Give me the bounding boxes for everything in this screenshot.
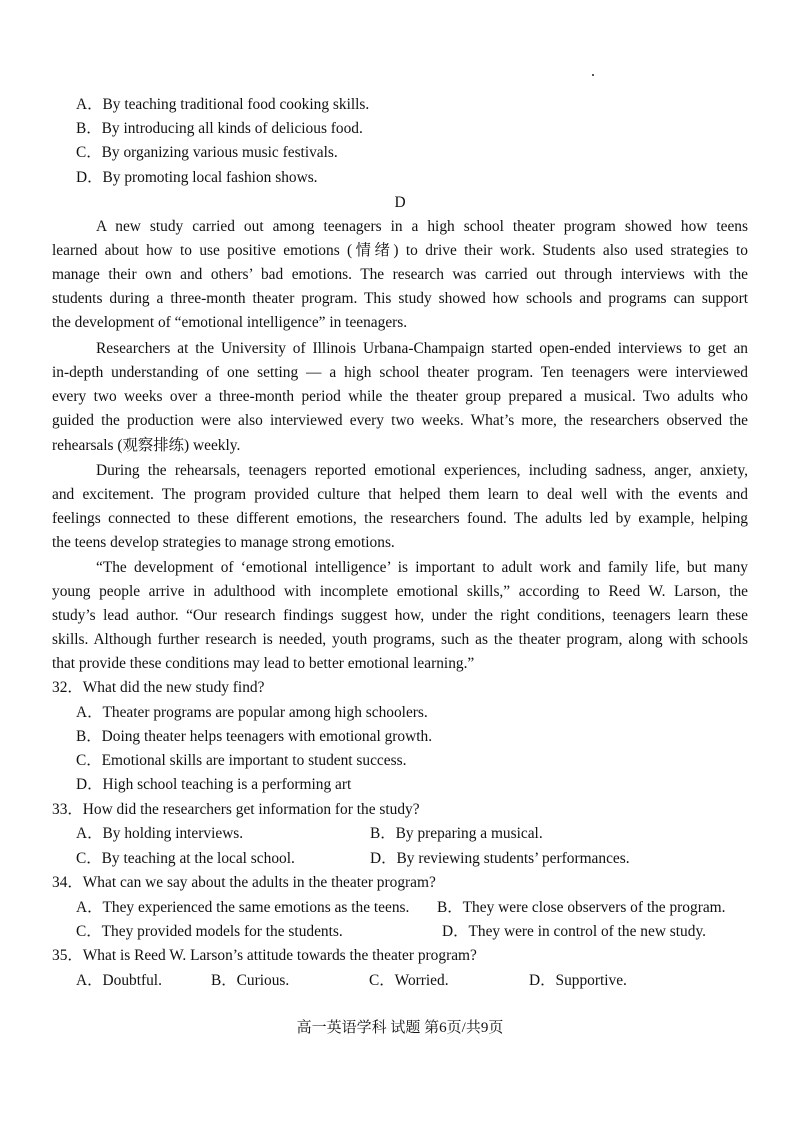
q35-option-c[interactable]: C．Worried. [369, 972, 449, 989]
prev-option-c: C．By organizing various music festivals. [76, 144, 338, 161]
q32-option-a[interactable]: A．Theater programs are popular among high schoolers. [76, 704, 428, 721]
passage-line: “The development of ‘emotional intelligence’ is important to adult work and family life, but many [96, 559, 748, 576]
prev-option-d: D．By promoting local fashion shows. [76, 169, 318, 186]
passage-line: skills. Although further research is needed, youth programs, such as the theater program, along with schools [52, 631, 748, 648]
passage-line: every two weeks over a three-month period while the theater group prepared a musical. Two adults who [52, 388, 748, 405]
passage-line: learned about how to use positive emotions (情绪) to drive their work. Students also used strategies to [52, 242, 748, 259]
passage-line: Researchers at the University of Illinois Urbana-Champaign started open-ended interviews to get an [96, 340, 748, 357]
scan-speck [592, 74, 594, 76]
passage-line: guided the production were also interviewed every two weeks. What’s more, the researchers observed the [52, 412, 748, 429]
q34-option-c[interactable]: C．They provided models for the students. [76, 923, 343, 940]
q34-option-a[interactable]: A．They experienced the same emotions as the teens. [76, 899, 410, 916]
passage-line: During the rehearsals, teenagers reported emotional experiences, including sadness, anger, anxiety, [96, 462, 748, 479]
passage-line: study’s lead author. “Our research findings suggest how, under the right conditions, teenagers learn these [52, 607, 748, 624]
q35-option-d[interactable]: D．Supportive. [529, 972, 627, 989]
prev-option-a: A．By teaching traditional food cooking skills. [76, 96, 370, 113]
q32-option-c[interactable]: C．Emotional skills are important to student success. [76, 752, 407, 769]
passage-line: the teens develop strategies to manage strong emotions. [52, 534, 395, 551]
passage-line: A new study carried out among teenagers in a high school theater program showed how teens [96, 218, 748, 235]
q33-option-b[interactable]: B．By preparing a musical. [370, 825, 543, 842]
q34-option-d[interactable]: D．They were in control of the new study. [442, 923, 706, 940]
prev-option-b: B．By introducing all kinds of delicious food. [76, 120, 363, 137]
question-33-stem: 33．How did the researchers get information for the study? [52, 801, 420, 818]
passage-line: rehearsals (观察排练) weekly. [52, 437, 241, 454]
question-32-stem: 32．What did the new study find? [52, 679, 265, 696]
q33-option-a[interactable]: A．By holding interviews. [76, 825, 244, 842]
passage-line: in-depth understanding of one setting — a high school theater program. Ten teenagers were interviewed [52, 364, 748, 381]
q34-option-b[interactable]: B．They were close observers of the program. [437, 899, 726, 916]
question-34-stem: 34．What can we say about the adults in the theater program? [52, 874, 436, 891]
q33-option-c[interactable]: C．By teaching at the local school. [76, 850, 295, 867]
passage-line: and excitement. The program provided culture that helped them learn to deal well with the events and [52, 486, 748, 503]
page-footer: 高一英语学科 试题 第6页/共9页 [296, 1020, 504, 1036]
q35-option-b[interactable]: B．Curious. [211, 972, 290, 989]
question-35-stem: 35．What is Reed W. Larson’s attitude towards the theater program? [52, 947, 477, 964]
passage-line: feelings connected to these different emotions, the researchers found. The adults led by example, helping [52, 510, 748, 527]
passage-line: that provide these conditions may lead to better emotional learning.” [52, 655, 475, 672]
q32-option-b[interactable]: B．Doing theater helps teenagers with emotional growth. [76, 728, 433, 745]
passage-line: students during a three-month theater program. This study showed how schools and programs can support [52, 290, 748, 307]
passage-line: the development of “emotional intelligence” in teenagers. [52, 314, 408, 331]
q35-option-a[interactable]: A．Doubtful. [76, 972, 162, 989]
passage-line: young people arrive in adulthood with incomplete emotional skills,” according to Reed W. Larson, the [52, 583, 748, 600]
passage-line: manage their own and others’ bad emotions. The research was carried out through interviews with the [52, 266, 748, 283]
q32-option-d[interactable]: D．High school teaching is a performing art [76, 776, 352, 793]
section-label: D [394, 194, 406, 211]
q33-option-d[interactable]: D．By reviewing students’ performances. [370, 850, 630, 867]
